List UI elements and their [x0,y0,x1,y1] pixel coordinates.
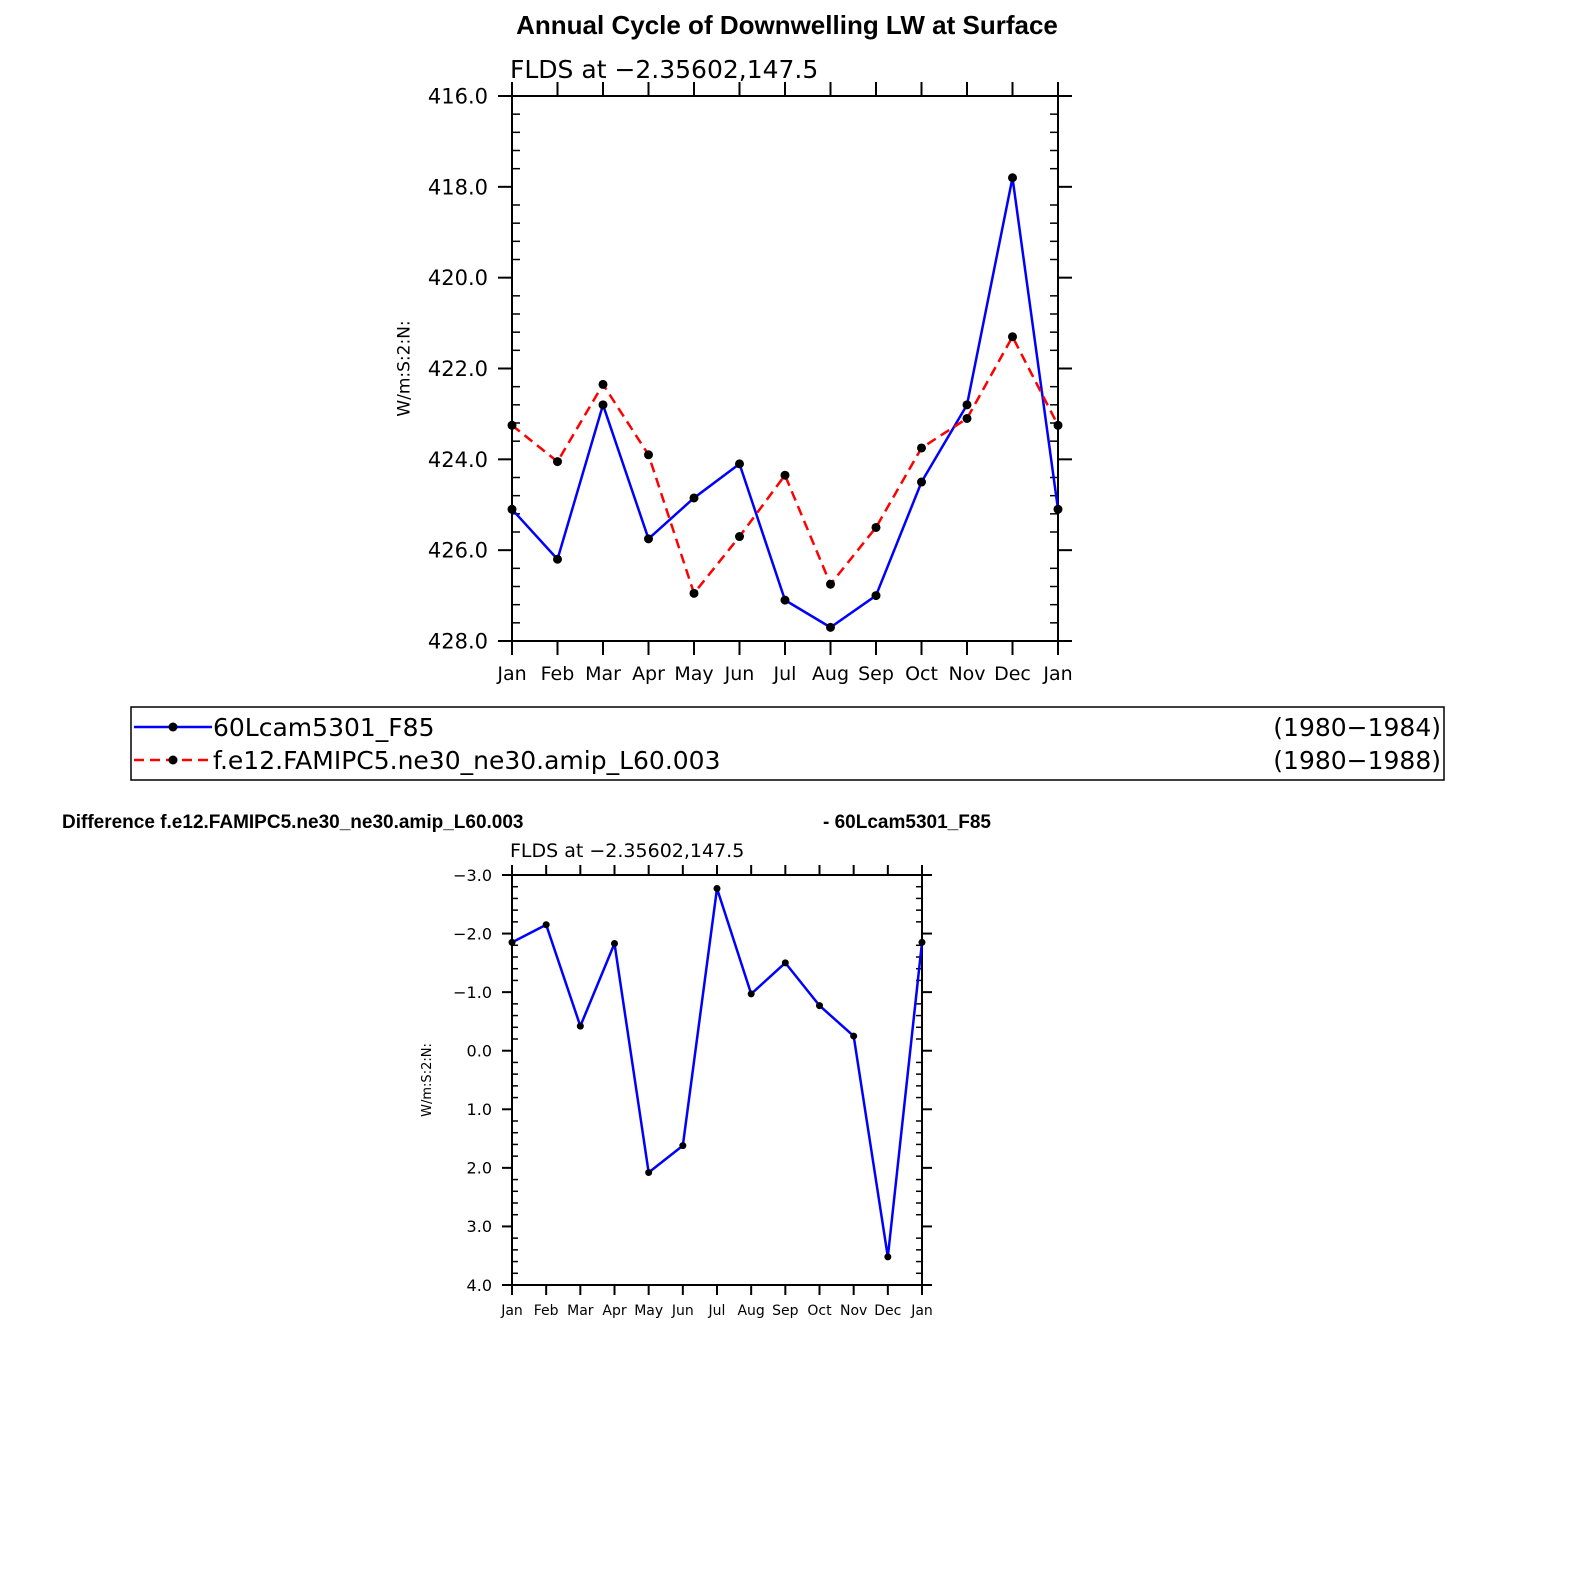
y-tick-label: 420.0 [427,266,488,291]
data-point [919,939,926,946]
y-tick-label: 416.0 [427,84,488,109]
difference-title-right: - 60Lcam5301_F85 [823,812,991,833]
data-point [781,471,790,480]
plot-frame [512,96,1058,641]
legend-series-period: (1980−1988) [1273,746,1441,775]
y-tick-label: 426.0 [427,538,488,563]
annual-cycle-chart [395,55,1073,685]
data-point [690,493,699,502]
legend-series-name: f.e12.FAMIPC5.ne30_ne30.amip_L60.003 [213,746,721,775]
difference-chart [420,840,933,1319]
data-point [509,939,516,946]
data-point [963,400,972,409]
series-line [512,337,1058,594]
data-point [508,505,517,514]
data-point [748,990,755,997]
data-point [553,555,562,564]
data-point [872,591,881,600]
data-point [679,1142,686,1149]
data-point [508,421,517,430]
data-point [645,1169,652,1176]
y-tick-label: −1.0 [453,982,492,1002]
data-point [917,443,926,452]
data-point [714,885,721,892]
data-point [963,414,972,423]
difference-title-left: Difference f.e12.FAMIPC5.ne30_ne30.amip_L60.003 [62,812,524,833]
x-tick-label: Sep [772,1303,799,1319]
chart-subtitle: FLDS at −2.35602,147.5 [510,840,745,862]
y-tick-label: −3.0 [453,865,492,885]
data-point [644,534,653,543]
x-tick-label: Jan [497,663,527,685]
data-point [1054,505,1063,514]
y-tick-label: −2.0 [453,924,492,944]
data-point [782,959,789,966]
y-tick-label: 4.0 [466,1275,492,1295]
x-tick-label: Nov [840,1303,868,1319]
data-point [543,921,550,928]
data-point [826,623,835,632]
data-point [1008,332,1017,341]
x-tick-label: Mar [567,1303,594,1319]
x-tick-label: Jan [1043,663,1073,685]
data-point [850,1033,857,1040]
data-point [1008,173,1017,182]
x-tick-label: Aug [811,663,850,685]
legend-series-period: (1980−1984) [1273,713,1441,742]
data-point [735,459,744,468]
data-point [735,532,744,541]
legend-series-name: 60Lcam5301_F85 [213,713,435,742]
x-tick-label: Sep [858,663,894,685]
x-tick-label: Apr [632,663,665,685]
x-tick-label: Oct [807,1303,832,1319]
x-tick-label: Nov [948,663,986,685]
y-tick-label: 418.0 [427,175,488,200]
data-point [611,940,618,947]
x-tick-label: Jun [671,1303,694,1319]
y-tick-label: 0.0 [466,1041,492,1061]
x-tick-label: May [634,1303,664,1319]
legend [131,707,1444,780]
data-point [826,580,835,589]
y-axis-label: W/m:S:2:N: [420,1043,436,1117]
data-point [816,1002,823,1009]
chart-subtitle: FLDS at −2.35602,147.5 [510,55,819,84]
data-point [872,523,881,532]
x-tick-label: Aug [737,1303,765,1319]
data-point [599,400,608,409]
data-point [599,380,608,389]
x-tick-label: Dec [994,663,1031,685]
x-tick-label: Feb [533,1303,559,1319]
x-tick-label: Jan [501,1303,523,1319]
y-tick-label: 424.0 [427,447,488,472]
y-tick-label: 3.0 [466,1217,492,1237]
x-tick-label: Feb [540,663,575,685]
x-tick-label: Jun [724,663,755,685]
series-line [512,888,922,1256]
main-title: Annual Cycle of Downwelling LW at Surface [516,10,1058,40]
data-point [553,457,562,466]
x-tick-label: Jul [773,663,797,685]
y-tick-label: 2.0 [466,1158,492,1178]
x-tick-label: Jul [708,1303,726,1319]
data-point [1054,421,1063,430]
data-point [917,478,926,487]
x-tick-label: Jan [911,1303,933,1319]
x-tick-label: Oct [905,663,938,685]
x-tick-label: Apr [602,1303,627,1319]
legend-marker [169,723,178,732]
data-point [781,596,790,605]
data-point [644,450,653,459]
x-tick-label: Mar [585,663,621,685]
y-tick-label: 422.0 [427,357,488,382]
legend-marker [169,756,178,765]
data-point [884,1253,891,1260]
y-tick-label: 1.0 [466,1100,492,1120]
data-point [690,589,699,598]
data-point [577,1023,584,1030]
y-axis-label: W/m:S:2:N: [394,320,415,417]
x-tick-label: May [674,663,714,685]
x-tick-label: Dec [874,1303,902,1319]
y-tick-label: 428.0 [427,629,488,654]
